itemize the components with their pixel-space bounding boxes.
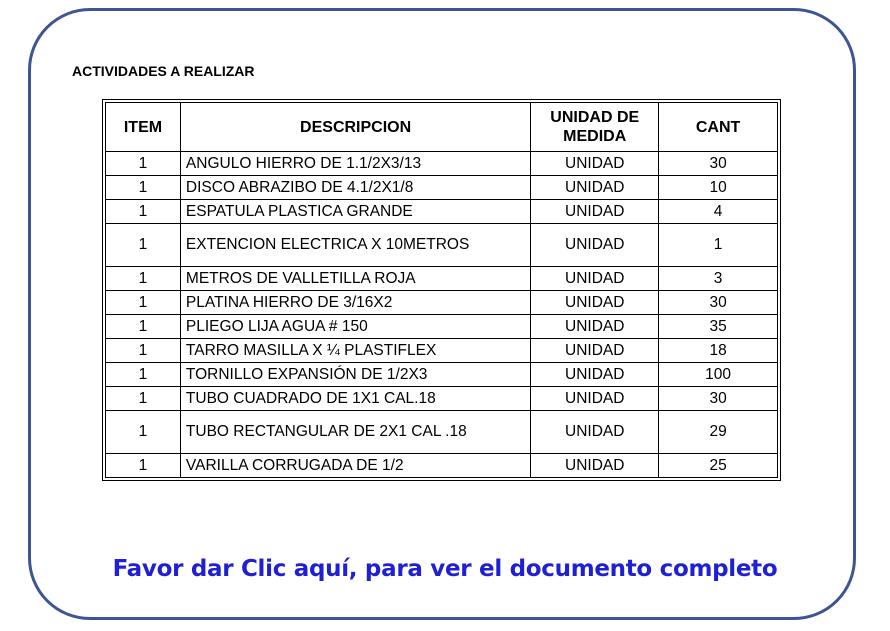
header-unidad: UNIDAD DE MEDIDA (531, 103, 659, 152)
table-row (106, 267, 778, 291)
cell-unidad: UNIDAD (531, 267, 659, 291)
cell-item: 1 (106, 339, 181, 363)
cell-item: 1 (106, 200, 181, 224)
view-full-document-link[interactable]: Favor dar Clic aquí, para ver el documento completo (112, 556, 778, 582)
table-row (106, 363, 778, 387)
cell-cant: 10 (659, 176, 778, 200)
cell-descripcion: TUBO RECTANGULAR DE 2X1 CAL .18 (180, 411, 530, 454)
activities-table (105, 102, 778, 478)
table-row (106, 176, 778, 200)
table-row (106, 454, 778, 478)
cell-item: 1 (106, 387, 181, 411)
cell-item: 1 (106, 267, 181, 291)
table-row (106, 152, 778, 176)
section-heading: ACTIVIDADES A REALIZAR (72, 63, 255, 79)
cell-descripcion: TORNILLO EXPANSIÓN DE 1/2X3 (180, 363, 530, 387)
cell-cant: 35 (659, 315, 778, 339)
cell-descripcion: PLIEGO LIJA AGUA # 150 (180, 315, 530, 339)
cell-unidad: UNIDAD (531, 152, 659, 176)
cell-unidad: UNIDAD (531, 200, 659, 224)
cell-unidad: UNIDAD (531, 224, 659, 267)
cell-unidad: UNIDAD (531, 176, 659, 200)
cell-cant: 4 (659, 200, 778, 224)
cell-descripcion: TUBO CUADRADO DE 1X1 CAL.18 (180, 387, 530, 411)
table-row (106, 387, 778, 411)
cell-item: 1 (106, 152, 181, 176)
table-row (106, 200, 778, 224)
cell-descripcion: ESPATULA PLASTICA GRANDE (180, 200, 530, 224)
cell-unidad: UNIDAD (531, 339, 659, 363)
cell-descripcion: VARILLA CORRUGADA DE 1/2 (180, 454, 530, 478)
cell-unidad: UNIDAD (531, 454, 659, 478)
cell-cant: 30 (659, 291, 778, 315)
cell-cant: 3 (659, 267, 778, 291)
cell-item: 1 (106, 291, 181, 315)
cell-unidad: UNIDAD (531, 315, 659, 339)
cell-item: 1 (106, 315, 181, 339)
cell-item: 1 (106, 454, 181, 478)
table-row (106, 339, 778, 363)
cell-unidad: UNIDAD (531, 363, 659, 387)
cell-unidad: UNIDAD (531, 411, 659, 454)
cell-item: 1 (106, 224, 181, 267)
cell-cant: 1 (659, 224, 778, 267)
activities-table-container (102, 99, 781, 481)
cell-cant: 18 (659, 339, 778, 363)
cell-item: 1 (106, 176, 181, 200)
cell-descripcion: ANGULO HIERRO DE 1.1/2X3/13 (180, 152, 530, 176)
cell-descripcion: TARRO MASILLA X ¼ PLASTIFLEX (180, 339, 530, 363)
cell-cant: 100 (659, 363, 778, 387)
cell-cant: 30 (659, 387, 778, 411)
table-row (106, 411, 778, 454)
table-row (106, 315, 778, 339)
cell-unidad: UNIDAD (531, 387, 659, 411)
cell-descripcion: DISCO ABRAZIBO DE 4.1/2X1/8 (180, 176, 530, 200)
table-row (106, 224, 778, 267)
header-item: ITEM (106, 103, 181, 152)
table-row (106, 291, 778, 315)
cell-descripcion: EXTENCION ELECTRICA X 10METROS (180, 224, 530, 267)
cell-cant: 29 (659, 411, 778, 454)
cell-descripcion: PLATINA HIERRO DE 3/16X2 (180, 291, 530, 315)
cell-unidad: UNIDAD (531, 291, 659, 315)
cell-cant: 30 (659, 152, 778, 176)
cell-cant: 25 (659, 454, 778, 478)
table-body (106, 152, 778, 478)
cell-item: 1 (106, 411, 181, 454)
header-cant: CANT (659, 103, 778, 152)
table-header-row (106, 103, 778, 152)
cell-descripcion: METROS DE VALLETILLA ROJA (180, 267, 530, 291)
cell-item: 1 (106, 363, 181, 387)
header-descripcion: DESCRIPCION (180, 103, 530, 152)
